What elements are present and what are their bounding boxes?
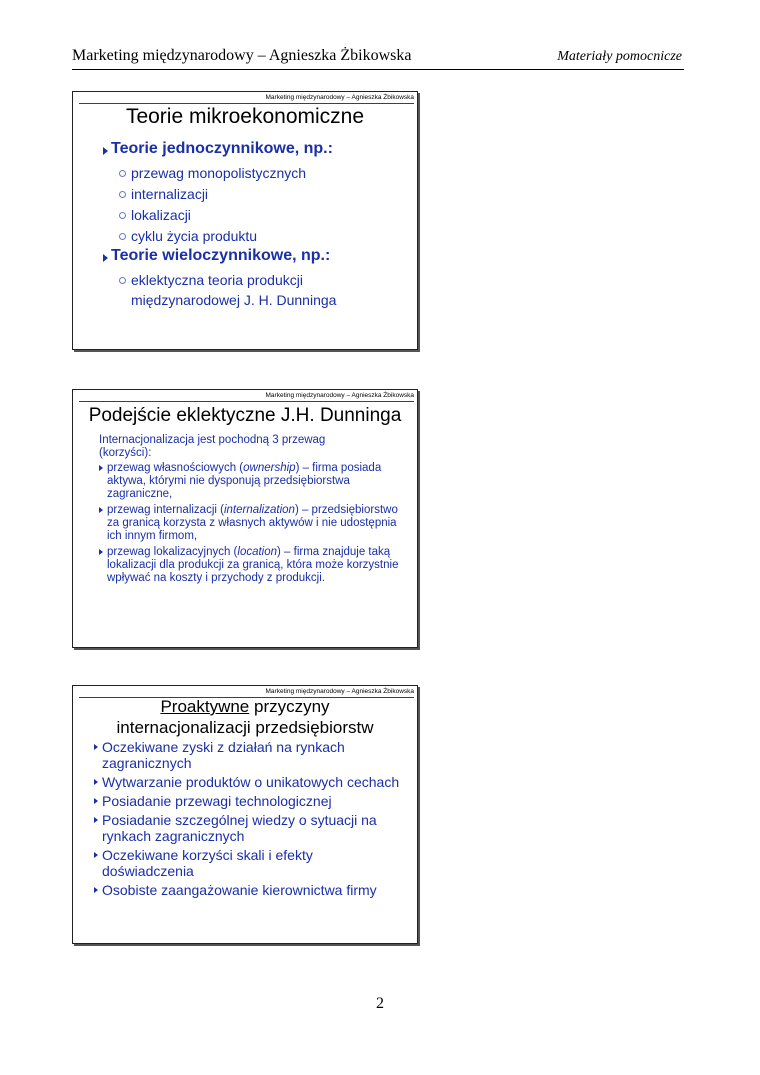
triangle-bullet-icon: [94, 887, 98, 893]
triangle-bullet-icon: [99, 465, 103, 471]
triangle-bullet-icon: [94, 817, 98, 823]
slide-3-header: Marketing międzynarodowy – Agnieszka Żbikowska: [265, 688, 414, 695]
slide-1-rule: [79, 103, 414, 104]
list-item: Posiadanie przewagi technologicznej: [102, 793, 402, 809]
slide-2-rule: [79, 401, 414, 402]
circle-bullet-icon: [119, 233, 126, 240]
list-item: przewag monopolistycznych: [131, 163, 306, 184]
slide-2-header: Marketing międzynarodowy – Agnieszka Żbikowska: [265, 392, 414, 399]
circle-bullet-icon: [119, 170, 126, 177]
triangle-bullet-icon: [94, 852, 98, 858]
list-item: przewag lokalizacyjnych (location) – firma znajduje taką lokalizacji dla produkcji za granicą, która może korzystnie wpływać na koszty i przychody z produkcji.: [107, 546, 403, 585]
slide-2: [72, 389, 418, 648]
slide-1: [72, 91, 418, 350]
list-item: Osobiste zaangażowanie kierownictwa firmy: [102, 882, 402, 898]
list-item: internalizacji: [131, 184, 306, 205]
triangle-bullet-icon: [99, 549, 103, 555]
slide-3: [72, 685, 418, 944]
list-item: Wytwarzanie produktów o unikatowych cechach: [102, 774, 402, 790]
page-header: [72, 47, 684, 70]
circle-bullet-icon: [119, 212, 126, 219]
header-left-text: Marketing międzynarodowy – Agnieszka Żbikowska: [72, 47, 412, 64]
page-number: 2: [376, 995, 384, 1012]
slide-1-title: Teorie mikroekonomiczne: [125, 105, 365, 128]
list-item: lokalizacji: [131, 205, 306, 226]
triangle-bullet-icon: [94, 798, 98, 804]
triangle-bullet-icon: [103, 147, 108, 155]
triangle-bullet-icon: [103, 254, 108, 262]
slide-1-group-2-heading: Teorie wieloczynnikowe, np.:: [111, 247, 330, 265]
list-item: przewag internalizacji (internalization) – przedsiębiorstwo za granicą korzysta z własnych aktywów i nie udostępnia ich innym firmom,: [107, 504, 403, 543]
list-item: Oczekiwane korzyści skali i efekty doświadczenia: [102, 847, 402, 879]
slide-3-title: Proaktywne przyczyny internacjonalizacji przedsiębiorstw: [116, 697, 374, 737]
triangle-bullet-icon: [99, 507, 103, 513]
slide-1-group-1-heading: Teorie jednoczynnikowe, np.:: [111, 140, 333, 158]
list-item: Oczekiwane zyski z działań na rynkach zagranicznych: [102, 739, 402, 771]
list-item: eklektyczna teoria produkcji międzynarodowej J. H. Dunninga: [131, 270, 351, 310]
header-right-text: Materiały pomocnicze: [557, 49, 682, 64]
slide-2-intro: Internacjonalizacja jest pochodną 3 przewag (korzyści):: [99, 434, 326, 459]
triangle-bullet-icon: [94, 744, 98, 750]
slide-2-title: Podejście eklektyczne J.H. Dunninga: [88, 405, 402, 426]
list-item: Posiadanie szczególnej wiedzy o sytuacji na rynkach zagranicznych: [102, 812, 402, 844]
circle-bullet-icon: [119, 277, 126, 284]
circle-bullet-icon: [119, 191, 126, 198]
triangle-bullet-icon: [94, 779, 98, 785]
list-item: przewag własnościowych (ownership) – firma posiada aktywa, którymi nie dysponują przedsiębiorstwa zagraniczne,: [107, 462, 403, 501]
list-item: cyklu życia produktu: [131, 226, 306, 247]
slide-1-header: Marketing międzynarodowy – Agnieszka Żbikowska: [265, 94, 414, 101]
